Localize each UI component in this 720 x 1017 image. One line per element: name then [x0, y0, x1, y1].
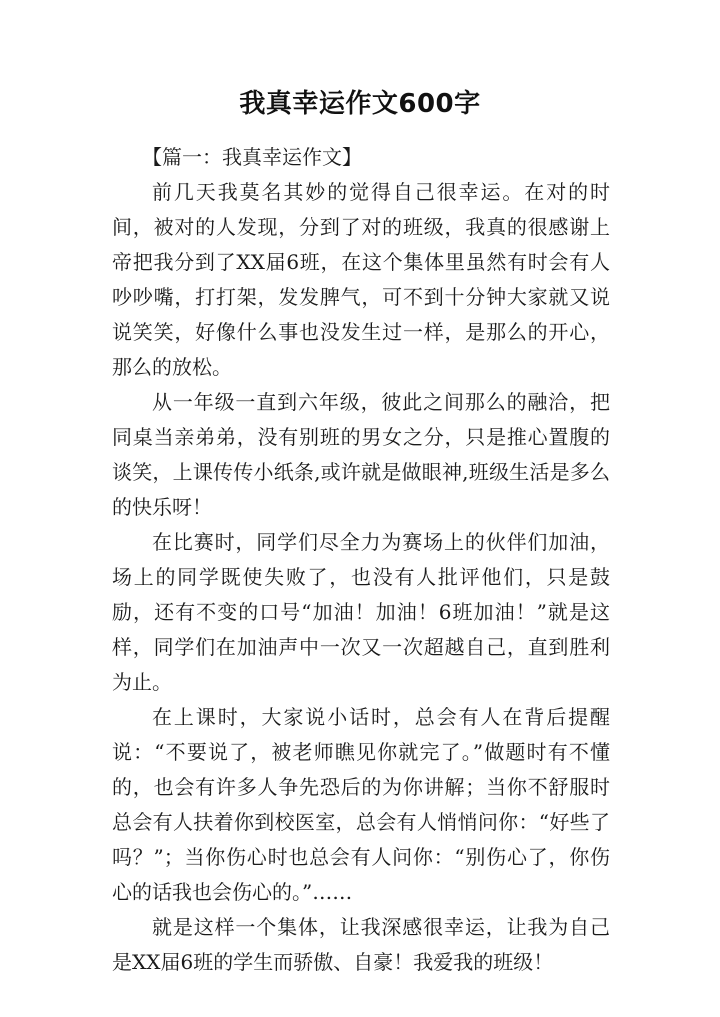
paragraph: 前几天我莫名其妙的觉得自己很幸运。在对的时间，被对的人发现，分到了对的班级，我真的很感谢上帝把我分到了XX届6班，在这个集体里虽然有时会有人吵吵嘴，打打架，发发脾气，可不到十分钟大家就又说说笑笑，好像什么事也没发生过一样，是那么的开心，那么的放松。	[112, 180, 610, 379]
paragraph: 在上课时，大家说小话时，总会有人在背后提醒说：“不要说了，被老师瞧见你就完了。”做题时有不懂的，也会有许多人争先恐后的为你讲解；当你不舒服时总会有人扶着你到校医室，总会有人悄悄问你：“好些了吗？”；当你伤心时也总会有人问你：“别伤心了，你伤心的话我也会伤心的。”……	[112, 705, 610, 904]
document-body	[112, 140, 610, 980]
paragraph: 在比赛时，同学们尽全力为赛场上的伙伴们加油，场上的同学既使失败了，也没有人批评他们，只是鼓励，还有不变的口号“加油！加油！6班加油！”就是这样，同学们在加油声中一次又一次超越自己，直到胜利为止。	[112, 530, 610, 694]
paragraph: 从一年级一直到六年级，彼此之间那么的融洽，把同桌当亲弟弟，没有别班的男女之分，只是推心置腹的谈笑，上课传传小纸条,或许就是做眼神,班级生活是多么的快乐呀！	[112, 390, 610, 519]
section-heading: 【篇一：我真幸运作文】	[142, 145, 362, 169]
document-title: 我真幸运作文600字	[239, 89, 481, 119]
paragraph: 就是这样一个集体，让我深感很幸运，让我为自己是XX届6班的学生而骄傲、自豪！我爱我的班级！	[112, 915, 610, 974]
